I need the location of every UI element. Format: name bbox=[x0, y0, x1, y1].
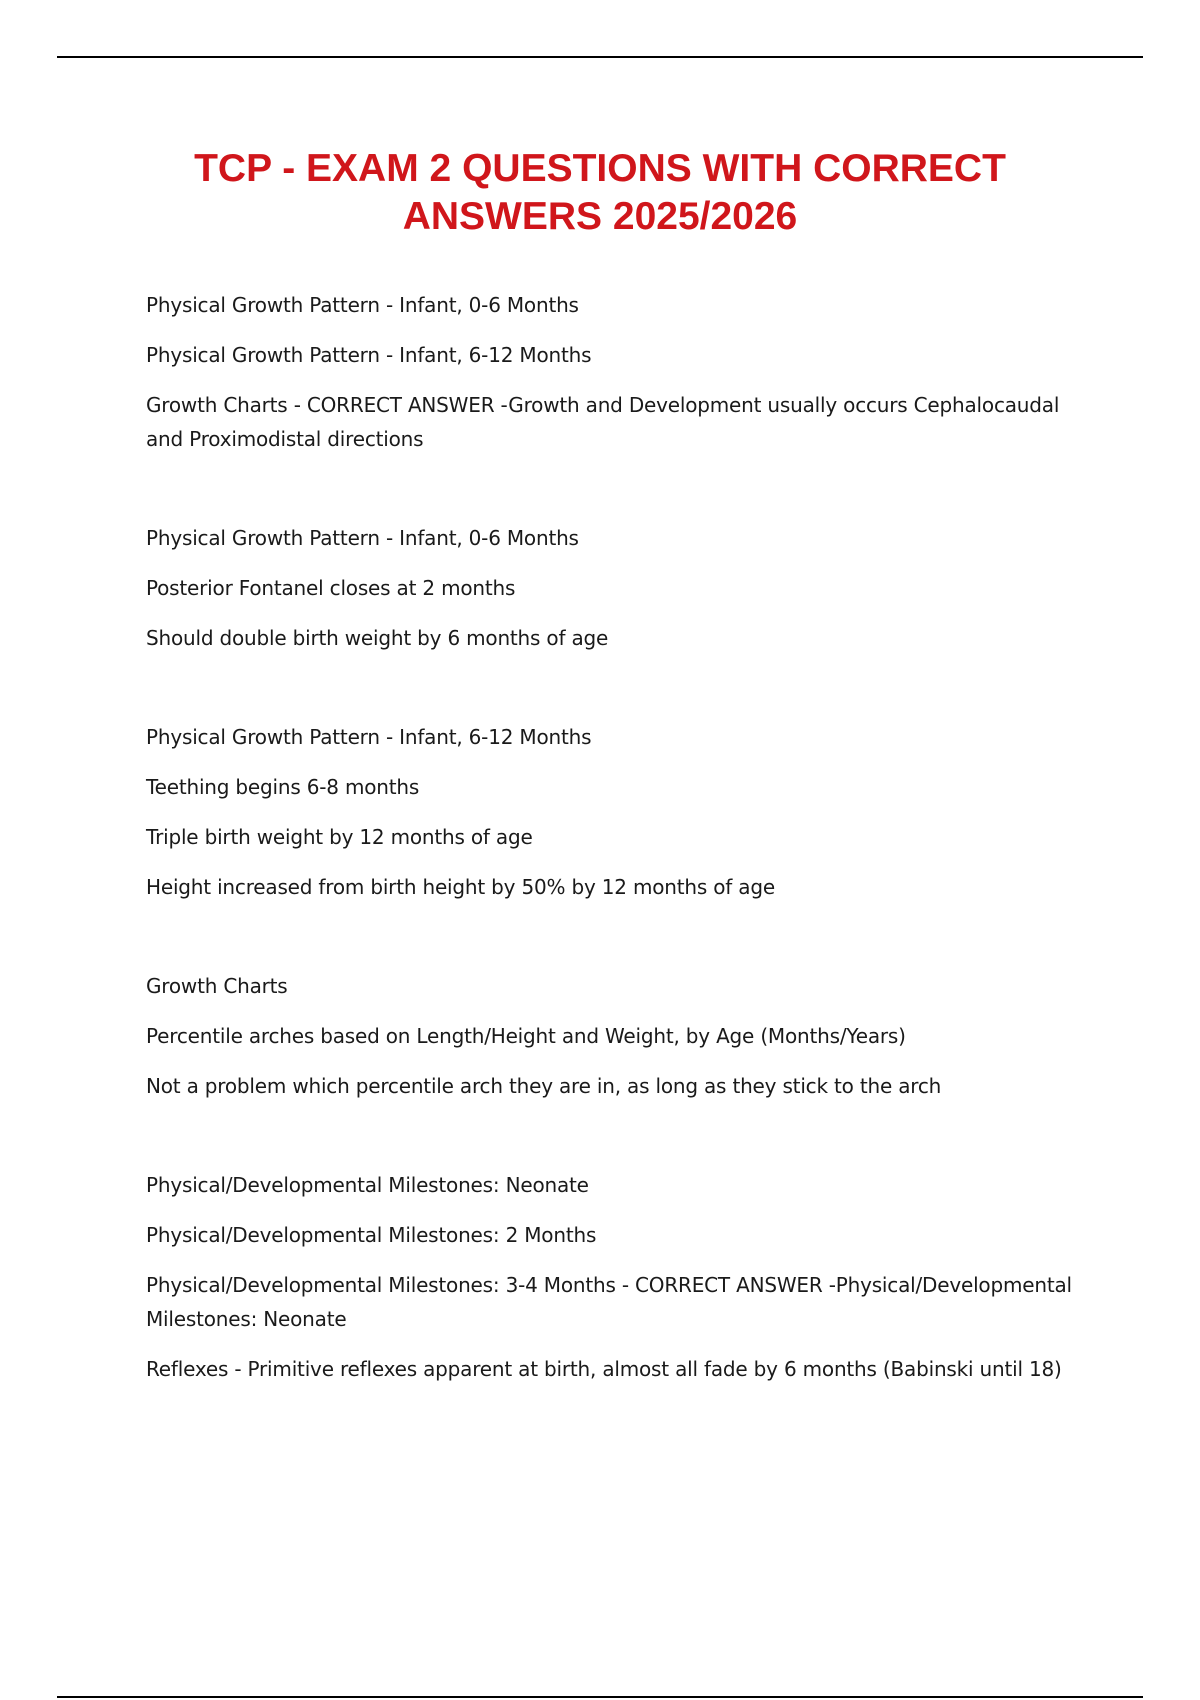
group-spacer bbox=[146, 1119, 1086, 1168]
paragraph: Teething begins 6-8 months bbox=[146, 775, 420, 799]
paragraph: Physical/Developmental Milestones: 3-4 Months - CORRECT ANSWER -Physical/Developmental Milestones: Neonate bbox=[146, 1273, 1072, 1331]
paragraph: Physical Growth Pattern - Infant, 0-6 Months bbox=[146, 293, 579, 317]
group-milestones bbox=[146, 1168, 1086, 1386]
document-body bbox=[146, 288, 1086, 1402]
paragraph: Triple birth weight by 12 months of age bbox=[146, 825, 533, 849]
paragraph: Posterior Fontanel closes at 2 months bbox=[146, 576, 516, 600]
title-line-1: TCP - EXAM 2 QUESTIONS WITH CORRECT bbox=[194, 147, 1006, 190]
paragraph: Physical/Developmental Milestones: 2 Months bbox=[146, 1223, 597, 1247]
document-title bbox=[100, 145, 1100, 241]
bottom-rule bbox=[57, 1696, 1143, 1698]
paragraph: Physical Growth Pattern - Infant, 0-6 Months bbox=[146, 526, 579, 550]
paragraph: Growth Charts - CORRECT ANSWER -Growth and Development usually occurs Cephalocaudal and Proximodistal directions bbox=[146, 393, 1060, 451]
paragraph: Growth Charts bbox=[146, 974, 288, 998]
title-line-2: ANSWERS 2025/2026 bbox=[402, 195, 798, 238]
paragraph: Physical Growth Pattern - Infant, 6-12 Months bbox=[146, 725, 592, 749]
group-spacer bbox=[146, 472, 1086, 521]
group-spacer bbox=[146, 671, 1086, 720]
group-infant-0-6-details bbox=[146, 521, 1086, 655]
top-rule bbox=[57, 56, 1143, 58]
paragraph: Should double birth weight by 6 months of age bbox=[146, 626, 609, 650]
group-infant-6-12-details bbox=[146, 720, 1086, 904]
group-infant-0-6 bbox=[146, 288, 1086, 456]
paragraph: Percentile arches based on Length/Height and Weight, by Age (Months/Years) bbox=[146, 1024, 906, 1048]
paragraph: Height increased from birth height by 50% by 12 months of age bbox=[146, 875, 775, 899]
paragraph: Physical/Developmental Milestones: Neonate bbox=[146, 1173, 589, 1197]
group-spacer bbox=[146, 920, 1086, 969]
paragraph: Reflexes - Primitive reflexes apparent at birth, almost all fade by 6 months (Babinski until 18) bbox=[146, 1357, 1062, 1381]
paragraph: Not a problem which percentile arch they are in, as long as they stick to the arch bbox=[146, 1074, 942, 1098]
paragraph: Physical Growth Pattern - Infant, 6-12 Months bbox=[146, 343, 592, 367]
group-growth-charts bbox=[146, 969, 1086, 1103]
